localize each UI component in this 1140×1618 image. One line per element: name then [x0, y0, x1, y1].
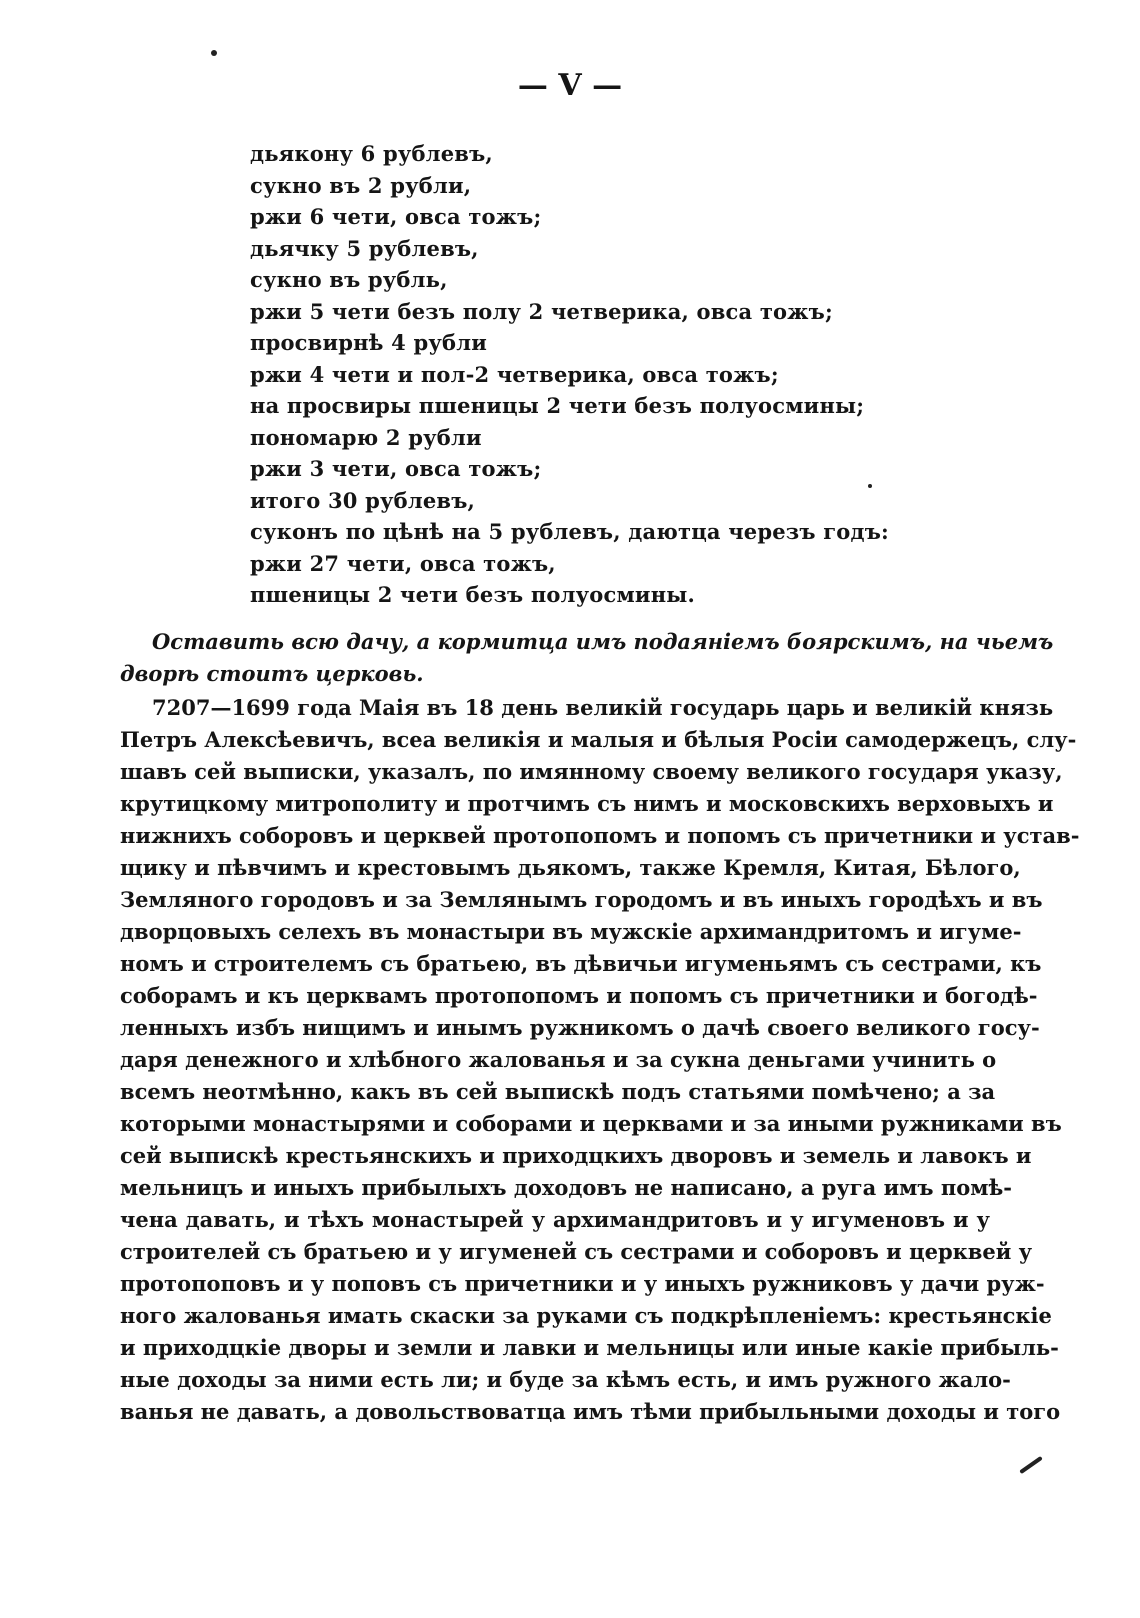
- list-line: суконъ по цѣнѣ на 5 рублевъ, даютца черезъ годъ:: [250, 519, 889, 544]
- list-line: пономарю 2 рубли: [250, 424, 482, 450]
- body-line: протопоповъ и у поповъ съ причетники и у иныхъ ружниковъ у дачи руж-: [120, 1271, 1045, 1296]
- scan-speck: [211, 50, 217, 56]
- page-number: — V —: [517, 68, 623, 103]
- payment-list: [250, 138, 970, 611]
- scan-speck: [1019, 1456, 1043, 1474]
- body-line: соборамъ и къ церквамъ протопопомъ и попомъ съ причетники и богодѣ-: [120, 983, 1038, 1008]
- body-line: ного жалованья имать скаски за руками съ подкрѣпленіемъ: крестьянскіе: [120, 1303, 1052, 1328]
- body-line: чена давать, и тѣхъ монастырей у архимандритовъ и у игуменовъ и у: [120, 1207, 990, 1232]
- list-line: ржи 5 чети безъ полу 2 четверика, овса тожъ;: [250, 298, 833, 324]
- body-line: всемъ неотмѣнно, какъ въ сей выпискѣ подъ статьями помѣчено; а за: [120, 1079, 996, 1104]
- scan-speck: [868, 484, 872, 488]
- list-line: дьячку 5 рублевъ,: [250, 235, 479, 261]
- body-line: Земляного городовъ и за Землянымъ городомъ и въ иныхъ городѣхъ и въ: [120, 887, 1043, 912]
- body-line: Петръ Алексѣевичъ, всеа великія и малыя и бѣлыя Росіи самодержецъ, слу-: [120, 727, 1077, 752]
- body-line: ленныхъ избъ нищимъ и инымъ ружникомъ о дачѣ своего великого госу-: [120, 1015, 1040, 1040]
- body-line: дворцовыхъ селехъ въ монастыри въ мужскіе архимандритомъ и игуме-: [120, 919, 1022, 944]
- italic-note: [120, 626, 1054, 690]
- list-line: итого 30 рублевъ,: [250, 487, 476, 513]
- list-line: ржи 4 чети и пол-2 четверика, овса тожъ;: [250, 361, 779, 387]
- body-line: строителей съ братьею и у игуменей съ сестрами и соборовъ и церквей у: [120, 1239, 1033, 1264]
- list-line: ржи 3 чети, овса тожъ;: [250, 456, 542, 481]
- body-line: 7207—1699 года Маія въ 18 день великій государь царь и великій князь: [152, 695, 1054, 720]
- body-line: номъ и строителемъ съ братьею, въ дѣвичьи игуменьямъ съ сестрами, къ: [120, 951, 1042, 976]
- list-line: на просвиры пшеницы 2 чети безъ полуосмины;: [250, 393, 865, 418]
- body-line: шавъ сей выписки, указалъ, по имянному своему великого государя указу,: [120, 759, 1063, 784]
- body-line: ванья не давать, а довольствоватца имъ тѣми прибыльными доходы и того: [120, 1399, 1061, 1424]
- list-line: дьякону 6 рублевъ,: [250, 141, 493, 166]
- body-text: [120, 692, 1080, 1428]
- note-line: дворѣ стоитъ церковь.: [120, 661, 424, 686]
- list-line: пшеницы 2 чети безъ полуосмины.: [250, 582, 696, 607]
- list-line: ржи 27 чети, овса тожъ,: [250, 550, 556, 576]
- list-line: ржи 6 чети, овса тожъ;: [250, 204, 542, 229]
- list-line: сукно въ 2 рубли,: [250, 172, 472, 198]
- body-line: которыми монастырями и соборами и церквами и за иными ружниками въ: [120, 1111, 1062, 1136]
- body-line: нижнихъ соборовъ и церквей протопопомъ и попомъ съ причетники и устав-: [120, 823, 1080, 848]
- body-line: мельницъ и иныхъ прибылыхъ доходовъ не написано, а руга имъ помѣ-: [120, 1175, 1012, 1200]
- body-line: щику и пѣвчимъ и крестовымъ дьякомъ, также Кремля, Китая, Бѣлого,: [120, 855, 1021, 880]
- list-line: просвирнѣ 4 рубли: [250, 330, 487, 355]
- note-line: Оставить всю дачу, а кормитца имъ подаяніемъ боярскимъ, на чьемъ: [152, 629, 1054, 654]
- body-line: и приходцкіе дворы и земли и лавки и мельницы или иные какіе прибыль-: [120, 1335, 1059, 1360]
- body-line: сей выпискѣ крестьянскихъ и приходцкихъ дворовъ и земель и лавокъ и: [120, 1143, 1032, 1168]
- body-line: ные доходы за ними есть ли; и буде за кѣмъ есть, и имъ ружного жало-: [120, 1367, 1011, 1392]
- body-line: крутицкому митрополиту и протчимъ съ нимъ и московскихъ верховыхъ и: [120, 791, 1054, 816]
- list-line: сукно въ рубль,: [250, 267, 448, 292]
- body-line: даря денежного и хлѣбного жалованья и за сукна деньгами учинить о: [120, 1047, 997, 1072]
